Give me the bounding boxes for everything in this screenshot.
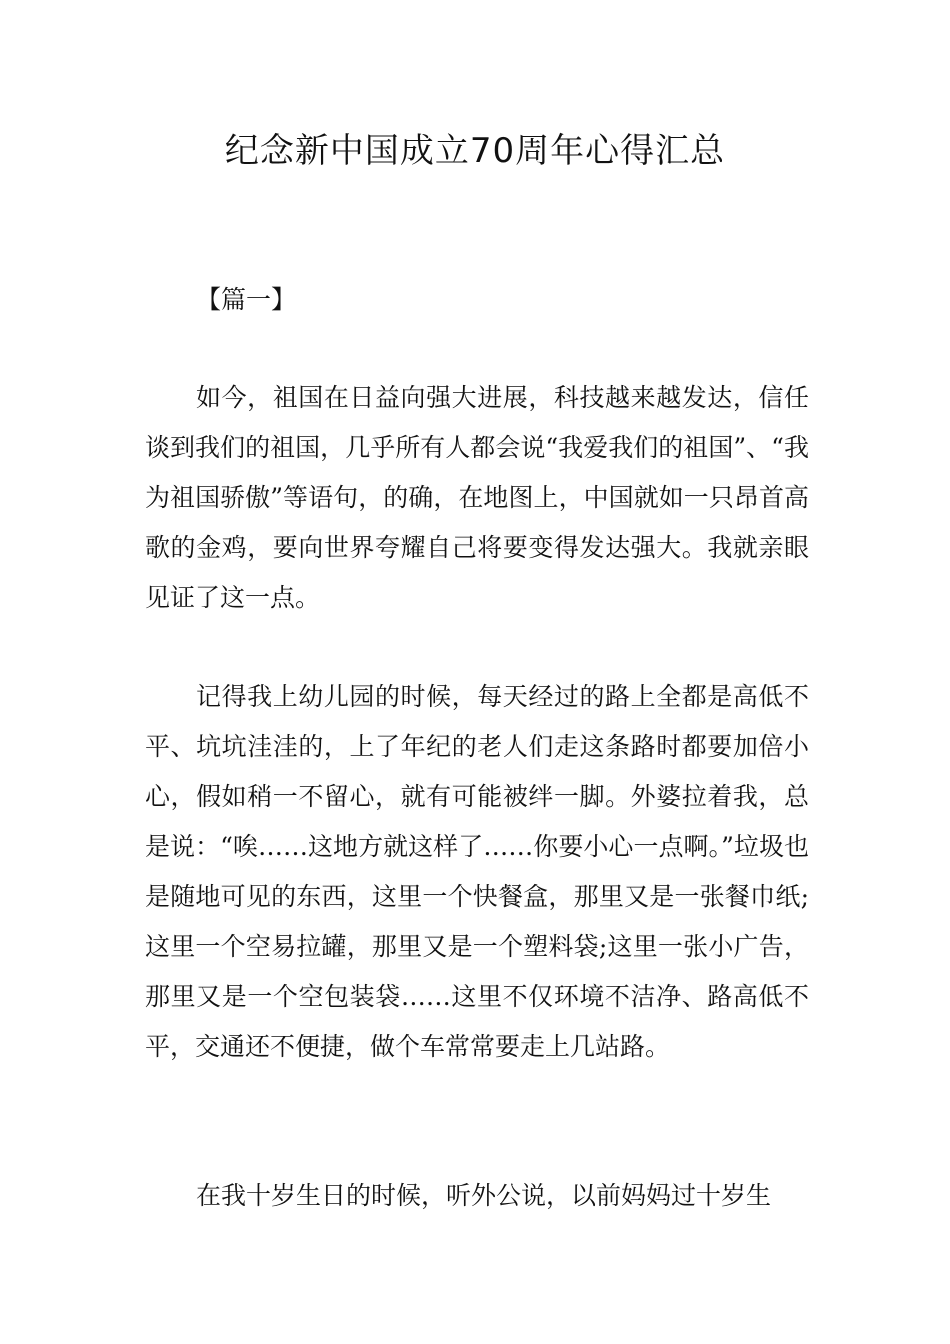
paragraph-2: 记得我上幼儿园的时候，每天经过的路上全都是高低不平、坑坑洼洼的，上了年纪的老人们走这条路时都要加倍小心，假如稍一不留心，就有可能被绊一脚。外婆拉着我，总是说：“唉……这地方就这样了……你要小心一点啊。”垃圾也是随地可见的东西，这里一个快餐盒，那里又是一张餐巾纸;这里一个空易拉罐，那里又是一个塑料袋;这里一张小广告，那里又是一个空包装袋……这里不仅环境不洁净、路高低不平，交通还不便捷，做个车常常要走上几站路。 xyxy=(145,682,809,1061)
document-title: 纪念新中国成立70周年心得汇总 xyxy=(224,131,726,171)
paragraph-3: 在我十岁生日的时候，听外公说，以前妈妈过十岁生 xyxy=(196,1181,772,1210)
paragraph-1: 如今，祖国在日益向强大进展，科技越来越发达，信任谈到我们的祖国，几乎所有人都会说“我爱我们的祖国”、“我为祖国骄傲”等语句，的确，在地图上，中国就如一只昂首高歌的金鸡，要向世界夸耀自己将要变得发达强大。我就亲眼见证了这一点。 xyxy=(145,383,809,612)
section-label: 【篇一】 xyxy=(196,285,297,314)
